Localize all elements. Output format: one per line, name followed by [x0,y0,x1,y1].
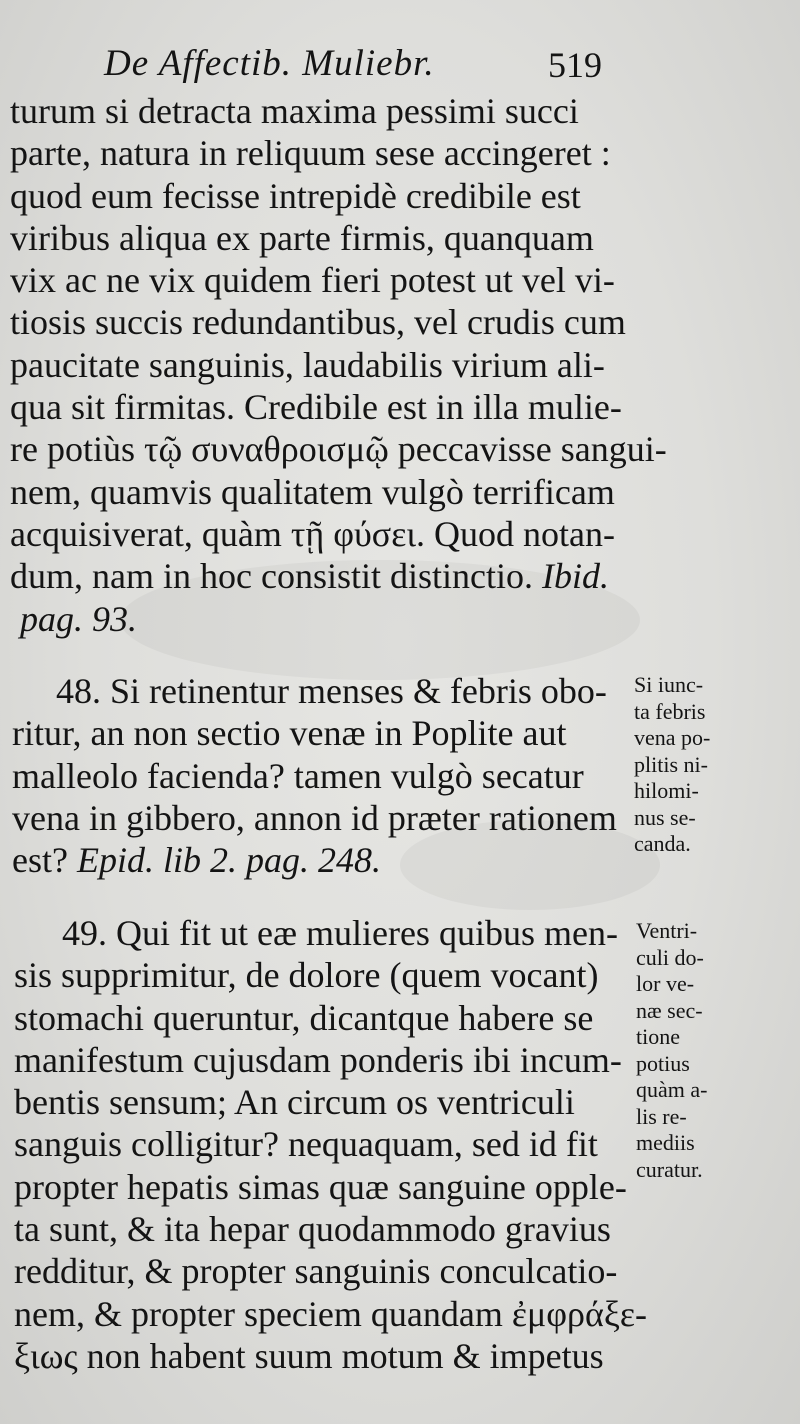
paragraph-49 [14,912,648,1377]
margin-note-line: lis re- [636,1103,687,1129]
text-line: manifestum cujusdam ponderis ibi incum- [14,1039,622,1080]
text-line: sanguis colligitur? nequaquam, sed id fit [14,1124,598,1165]
margin-note-line: plitis ni- [634,751,708,777]
margin-note-line: Si iunc- [634,672,704,697]
margin-note-49 [636,918,776,1183]
paragraph-continuation [10,90,667,640]
reference-page: pag. 93. [20,598,137,639]
text-line: vena in gibbero, annon id præter rationem [12,797,617,838]
text-line: paucitate sanguinis, laudabilis virium ali- [10,344,605,385]
text-line: re potiùs τῷ συναθροισμῷ peccavisse sangui- [10,429,667,470]
text-line: 49. Qui fit ut eæ mulieres quibus men- [62,913,618,953]
text-line: viribus aliqua ex parte firmis, quanquam [10,217,594,258]
text-line: nem, quamvis qualitatem vulgò terrificam [10,471,615,512]
text-line [10,555,640,597]
margin-note-line: ta febris [634,698,706,724]
text-line: bentis sensum; An circum os ventriculi [14,1082,575,1123]
reference-epid: Epid. lib 2. pag. 248. [76,840,381,881]
text-line: qua sit firmitas. Credibile est in illa mulie- [10,387,622,428]
text-line-content: est? [12,840,68,881]
margin-note-line: lor ve- [636,971,695,996]
text-line: ta sunt, & ita hepar quodammodo gravius [14,1209,611,1250]
margin-note-line: curatur. [636,1156,703,1182]
text-line: turum si detracta maxima pessimi succi [10,91,579,131]
text-line: ξιως non habent suum motum & impetus [14,1335,604,1376]
text-line: nem, & propter speciem quandam ἐμφράξε- [14,1293,648,1334]
text-line: malleolo facienda? tamen vulgò secatur [12,755,584,796]
text-line: vix ac ne vix quidem fieri potest ut vel vi- [10,260,615,301]
text-line: ritur, an non sectio venæ in Poplite aut [12,713,567,754]
text-line: acquisiverat, quàm τῇ φύσει. Quod notan- [10,513,615,554]
margin-note-line: Ventri- [636,918,698,943]
margin-note-line: nus se- [634,804,696,830]
text-line [12,839,622,881]
text-line: quod eum fecisse intrepidè credibile est [10,175,581,216]
margin-note-line: quàm a- [636,1077,708,1102]
margin-note-line: culi do- [636,944,704,970]
margin-note-48 [634,672,774,858]
running-header: De Affectib. Muliebr. [104,43,435,84]
margin-note-line: næ sec- [636,997,703,1023]
text-line: tiosis succis redundantibus, vel crudis cum [10,302,626,343]
page-number: 519 [548,45,602,85]
margin-note-line: mediis [636,1130,695,1155]
text-line: stomachi queruntur, dicantque habere se [14,997,594,1038]
paragraph-48 [12,670,622,881]
margin-note-line: hilomi- [634,778,699,803]
text-line: parte, natura in reliquum sese accingeret : [10,133,611,174]
text-line-content: dum, nam in hoc consistit distinctio. [10,556,533,597]
text-line: 48. Si retinentur menses & febris obo- [56,671,607,711]
text-line: propter hepatis simas quæ sanguine opple- [14,1166,627,1207]
margin-note-line: vena po- [634,725,711,750]
reference-ibid: Ibid. [541,556,609,597]
margin-note-line: tione [636,1024,680,1049]
text-line: sis supprimitur, de dolore (quem vocant) [14,955,599,996]
margin-note-line: canda. [634,831,691,856]
margin-note-line: potius [636,1050,690,1076]
text-line: redditur, & propter sanguinis conculcatio- [14,1251,618,1292]
